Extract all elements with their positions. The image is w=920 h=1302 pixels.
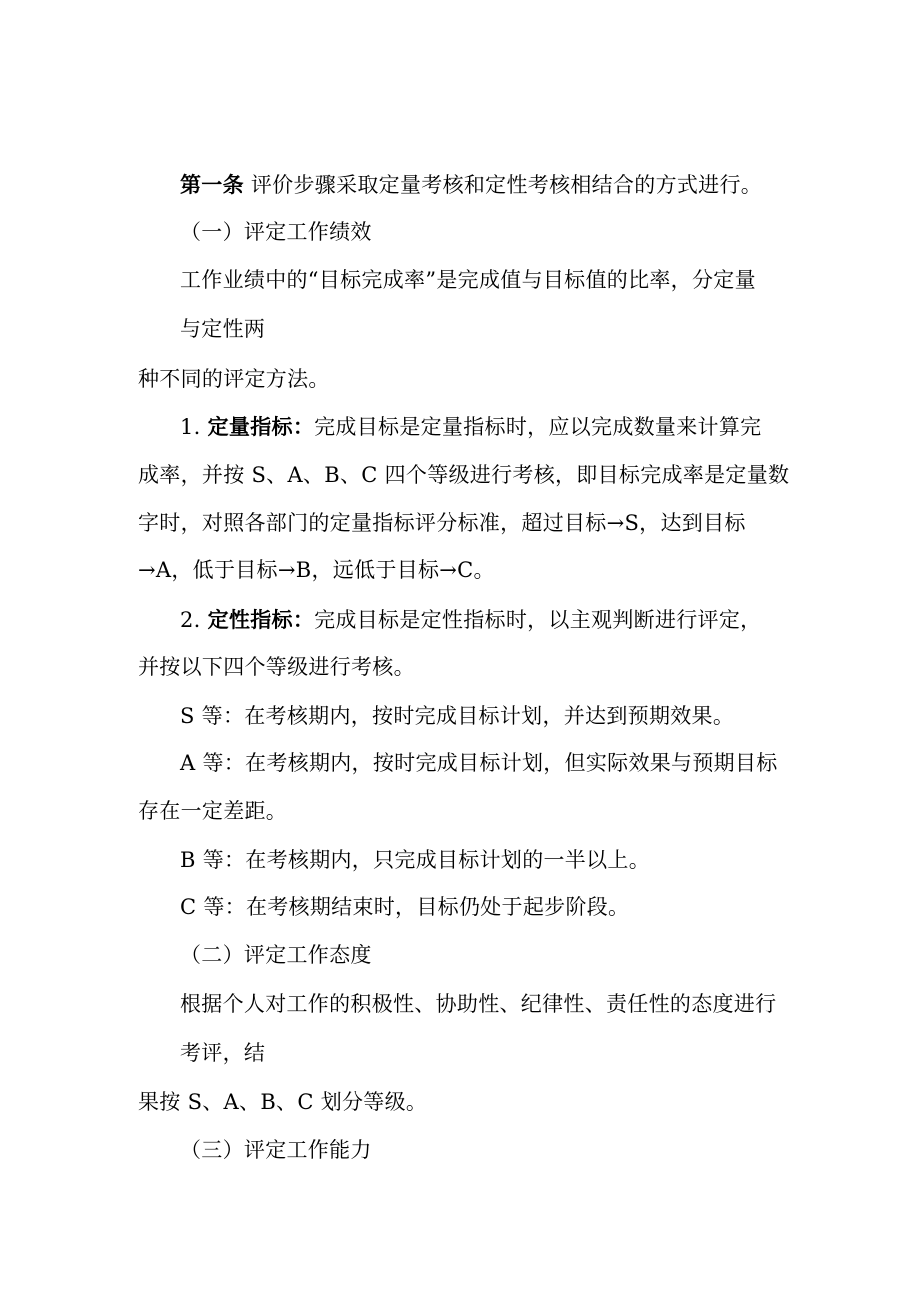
grade-b: B 等：在考核期内，只完成目标计划的一半以上。 [180, 848, 651, 872]
article-heading [180, 171, 762, 199]
article-heading-label: 第一条 [180, 173, 244, 197]
item1-number: 1. [180, 415, 208, 439]
item2-line1-rest: 完成目标是定性指标时，以主观判断进行评定， [314, 608, 762, 632]
article-heading-text: 评价步骤采取定量考核和定性考核相结合的方式进行。 [243, 173, 763, 197]
grade-s: S 等：在考核期内，按时完成目标计划，并达到预期效果。 [180, 704, 735, 728]
item1-line1-rest: 完成目标是定量指标时，应以完成数量来计算完 [314, 415, 762, 439]
section1-intro-line1: 工作业绩中的“目标完成率”是完成值与目标值的比率，分定量 [180, 268, 756, 292]
item1-line3: 字时，对照各部门的定量指标评分标准，超过目标→S，达到目标 [138, 511, 746, 535]
section2-line2: 考评，结 [180, 1041, 266, 1065]
item1-line4: →A，低于目标→B，远低于目标→C。 [138, 558, 495, 582]
section1-intro-line3: 种不同的评定方法。 [138, 367, 330, 391]
section2-line3: 果按 S、A、B、C 划分等级。 [138, 1090, 428, 1114]
item1-line1 [180, 413, 761, 441]
grade-a-line1: A 等：在考核期内，按时完成目标计划，但实际效果与预期目标 [180, 751, 778, 775]
item2-line2: 并按以下四个等级进行考核。 [138, 655, 415, 679]
section1-title: （一）评定工作绩效 [180, 220, 372, 244]
section3-title: （三）评定工作能力 [180, 1138, 372, 1162]
item2-line1 [180, 606, 761, 634]
section1-intro-line2: 与定性两 [180, 317, 266, 341]
item1-label: 定量指标： [207, 415, 315, 439]
item2-number: 2. [180, 608, 208, 632]
section2-line1: 根据个人对工作的积极性、协助性、纪律性、责任性的态度进行 [180, 992, 777, 1016]
item1-line2: 成率，并按 S、A、B、C 四个等级进行考核，即目标完成率是定量数 [138, 463, 790, 487]
item2-label: 定性指标： [207, 608, 315, 632]
grade-c: C 等：在考核期结束时，目标仍处于起步阶段。 [180, 895, 630, 919]
section2-title: （二）评定工作态度 [180, 943, 372, 967]
grade-a-line2: 存在一定差距。 [138, 799, 288, 823]
